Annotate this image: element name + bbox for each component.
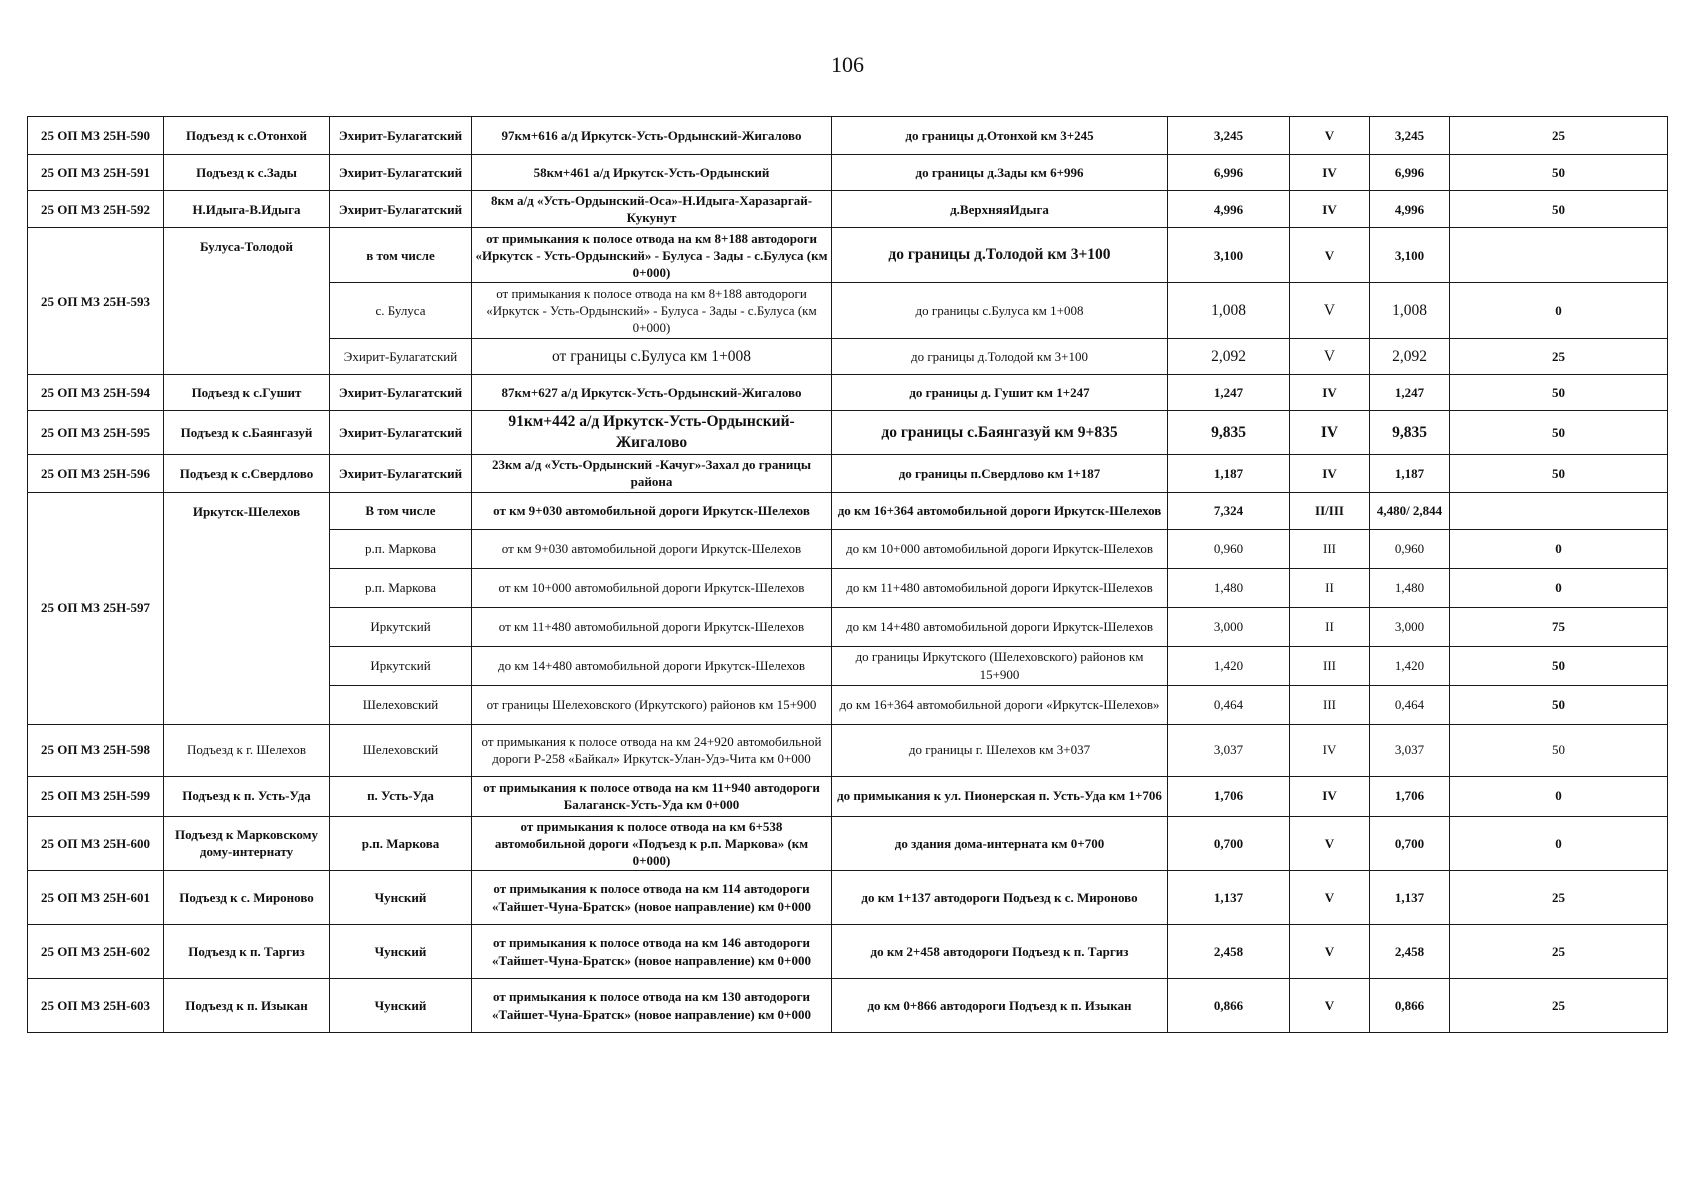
from-cell: 58км+461 а/д Иркутск-Усть-Ордынский — [472, 155, 832, 191]
road-code-cell: 25 ОП МЗ 25Н-597 — [28, 492, 164, 724]
from-cell: 87км+627 а/д Иркутск-Усть-Ордынский-Жигалово — [472, 375, 832, 411]
road-code-cell: 25 ОП МЗ 25Н-594 — [28, 375, 164, 411]
value-cell: 50 — [1450, 685, 1668, 724]
category-cell: V — [1290, 925, 1370, 979]
category-cell: II/III — [1290, 492, 1370, 529]
road-name-cell: Подъезд к п. Усть-Уда — [164, 776, 330, 816]
category-cell: IV — [1290, 191, 1370, 228]
road-name-cell: Подъезд к с.Отонхой — [164, 117, 330, 155]
to-cell: до здания дома-интерната км 0+700 — [832, 816, 1168, 870]
from-cell: от примыкания к полосе отвода на км 130 автодороги «Тайшет-Чуна-Братск» (новое направление) км 0+000 — [472, 979, 832, 1033]
value-cell: 50 — [1450, 411, 1668, 455]
table-row — [28, 155, 1668, 191]
to-cell: до границы д. Гушит км 1+247 — [832, 375, 1168, 411]
road-name-cell: Подъезд к Марковскому дому-интернату — [164, 816, 330, 870]
table-row — [28, 492, 1668, 529]
length-total-cell: 3,037 — [1370, 724, 1450, 776]
road-name-cell: Подъезд к с.Гушит — [164, 375, 330, 411]
length-total-cell: 3,245 — [1370, 117, 1450, 155]
category-cell: V — [1290, 979, 1370, 1033]
from-cell: от км 9+030 автомобильной дороги Иркутск-Шелехов — [472, 492, 832, 529]
category-cell: III — [1290, 646, 1370, 685]
length-cell: 1,187 — [1168, 455, 1290, 492]
category-cell: IV — [1290, 724, 1370, 776]
table-row — [28, 191, 1668, 228]
length-cell: 0,960 — [1168, 529, 1290, 568]
district-cell: п. Усть-Уда — [330, 776, 472, 816]
from-cell: 97км+616 а/д Иркутск-Усть-Ордынский-Жигалово — [472, 117, 832, 155]
length-total-cell: 3,000 — [1370, 607, 1450, 646]
length-total-cell: 4,480/ 2,844 — [1370, 492, 1450, 529]
value-cell: 50 — [1450, 646, 1668, 685]
road-code-cell: 25 ОП МЗ 25Н-603 — [28, 979, 164, 1033]
from-cell: 91км+442 а/д Иркутск-Усть-Ордынский-Жигалово — [472, 411, 832, 455]
length-total-cell: 3,100 — [1370, 228, 1450, 283]
table-row — [28, 776, 1668, 816]
value-cell: 75 — [1450, 607, 1668, 646]
value-cell — [1450, 492, 1668, 529]
from-cell: от границы Шелеховского (Иркутского) районов км 15+900 — [472, 685, 832, 724]
length-total-cell: 0,464 — [1370, 685, 1450, 724]
value-cell: 25 — [1450, 339, 1668, 375]
district-cell: Эхирит-Булагатский — [330, 455, 472, 492]
length-cell: 1,008 — [1168, 283, 1290, 339]
category-cell: IV — [1290, 776, 1370, 816]
length-cell: 3,245 — [1168, 117, 1290, 155]
table-row — [28, 871, 1668, 925]
from-cell: 8км а/д «Усть-Ордынский-Оса»-Н.Идыга-Харазаргай-Кукунут — [472, 191, 832, 228]
district-cell: Чунский — [330, 871, 472, 925]
category-cell: IV — [1290, 155, 1370, 191]
road-code-cell: 25 ОП МЗ 25Н-601 — [28, 871, 164, 925]
length-total-cell: 1,187 — [1370, 455, 1450, 492]
district-cell: Шелеховский — [330, 724, 472, 776]
road-name-cell: Н.Идыга-В.Идыга — [164, 191, 330, 228]
from-cell: от км 9+030 автомобильной дороги Иркутск-Шелехов — [472, 529, 832, 568]
category-cell: V — [1290, 816, 1370, 870]
length-total-cell: 1,008 — [1370, 283, 1450, 339]
table-row — [28, 375, 1668, 411]
length-cell: 4,996 — [1168, 191, 1290, 228]
district-cell: р.п. Маркова — [330, 529, 472, 568]
district-cell: в том числе — [330, 228, 472, 283]
length-total-cell: 0,700 — [1370, 816, 1450, 870]
to-cell: до км 14+480 автомобильной дороги Иркутск-Шелехов — [832, 607, 1168, 646]
from-cell: от примыкания к полосе отвода на км 8+188 автодороги «Иркутск - Усть-Ордынский» - Булуса - Зады - с.Булуса (км 0+000) — [472, 283, 832, 339]
category-cell: III — [1290, 529, 1370, 568]
value-cell: 50 — [1450, 455, 1668, 492]
district-cell: Эхирит-Булагатский — [330, 375, 472, 411]
district-cell: Эхирит-Булагатский — [330, 155, 472, 191]
value-cell — [1450, 228, 1668, 283]
length-cell: 7,324 — [1168, 492, 1290, 529]
to-cell: до границы д.Отонхой км 3+245 — [832, 117, 1168, 155]
category-cell: V — [1290, 871, 1370, 925]
length-total-cell: 0,866 — [1370, 979, 1450, 1033]
category-cell: V — [1290, 117, 1370, 155]
road-code-cell: 25 ОП МЗ 25Н-593 — [28, 228, 164, 375]
length-cell: 3,037 — [1168, 724, 1290, 776]
road-name-cell: Булуса-Толодой — [164, 228, 330, 375]
to-cell: до границы п.Свердлово км 1+187 — [832, 455, 1168, 492]
length-cell: 6,996 — [1168, 155, 1290, 191]
table-row — [28, 724, 1668, 776]
length-total-cell: 0,960 — [1370, 529, 1450, 568]
length-total-cell: 1,247 — [1370, 375, 1450, 411]
road-name-cell: Подъезд к с. Мироново — [164, 871, 330, 925]
value-cell: 0 — [1450, 776, 1668, 816]
length-total-cell: 9,835 — [1370, 411, 1450, 455]
from-cell: от границы с.Булуса км 1+008 — [472, 339, 832, 375]
to-cell: до км 16+364 автомобильной дороги «Иркутск-Шелехов» — [832, 685, 1168, 724]
from-cell: от примыкания к полосе отвода на км 114 автодороги «Тайшет-Чуна-Братск» (новое направление) км 0+000 — [472, 871, 832, 925]
length-total-cell: 2,458 — [1370, 925, 1450, 979]
district-cell: Эхирит-Булагатский — [330, 191, 472, 228]
to-cell: до границы д.Зады км 6+996 — [832, 155, 1168, 191]
to-cell: до км 2+458 автодороги Подъезд к п. Таргиз — [832, 925, 1168, 979]
length-cell: 3,000 — [1168, 607, 1290, 646]
to-cell: до км 10+000 автомобильной дороги Иркутск-Шелехов — [832, 529, 1168, 568]
length-total-cell: 4,996 — [1370, 191, 1450, 228]
road-name-cell: Иркутск-Шелехов — [164, 492, 330, 724]
to-cell: до км 0+866 автодороги Подъезд к п. Изыкан — [832, 979, 1168, 1033]
category-cell: V — [1290, 228, 1370, 283]
to-cell: до границы Иркутского (Шелеховского) районов км 15+900 — [832, 646, 1168, 685]
table-row — [28, 228, 1668, 283]
district-cell: р.п. Маркова — [330, 568, 472, 607]
from-cell: от примыкания к полосе отвода на км 24+920 автомобильной дороги Р-258 «Байкал» Иркутск-Улан-Удэ-Чита км 0+000 — [472, 724, 832, 776]
page-number: 106 — [831, 52, 864, 77]
road-code-cell: 25 ОП МЗ 25Н-599 — [28, 776, 164, 816]
from-cell: от примыкания к полосе отвода на км 6+538 автомобильной дороги «Подъезд к р.п. Маркова» (км 0+000) — [472, 816, 832, 870]
road-code-cell: 25 ОП МЗ 25Н-600 — [28, 816, 164, 870]
road-name-cell: Подъезд к п. Таргиз — [164, 925, 330, 979]
length-cell: 9,835 — [1168, 411, 1290, 455]
table-row — [28, 816, 1668, 870]
length-cell: 1,706 — [1168, 776, 1290, 816]
road-name-cell: Подъезд к с.Зады — [164, 155, 330, 191]
length-cell: 0,700 — [1168, 816, 1290, 870]
category-cell: III — [1290, 685, 1370, 724]
table-row — [28, 411, 1668, 455]
category-cell: II — [1290, 607, 1370, 646]
district-cell: Шелеховский — [330, 685, 472, 724]
value-cell: 0 — [1450, 283, 1668, 339]
road-code-cell: 25 ОП МЗ 25Н-596 — [28, 455, 164, 492]
road-name-cell: Подъезд к г. Шелехов — [164, 724, 330, 776]
from-cell: от км 11+480 автомобильной дороги Иркутск-Шелехов — [472, 607, 832, 646]
to-cell: до границы с.Булуса км 1+008 — [832, 283, 1168, 339]
road-name-cell: Подъезд к с.Баянгазуй — [164, 411, 330, 455]
value-cell: 25 — [1450, 925, 1668, 979]
length-cell: 0,464 — [1168, 685, 1290, 724]
from-cell: от примыкания к полосе отвода на км 146 автодороги «Тайшет-Чуна-Братск» (новое направление) км 0+000 — [472, 925, 832, 979]
value-cell: 50 — [1450, 724, 1668, 776]
value-cell: 50 — [1450, 155, 1668, 191]
category-cell: IV — [1290, 375, 1370, 411]
length-cell: 1,420 — [1168, 646, 1290, 685]
district-cell: Чунский — [330, 925, 472, 979]
value-cell: 50 — [1450, 375, 1668, 411]
category-cell: V — [1290, 283, 1370, 339]
district-cell: Эхирит-Булагатский — [330, 411, 472, 455]
length-cell: 3,100 — [1168, 228, 1290, 283]
to-cell: до границы с.Баянгазуй км 9+835 — [832, 411, 1168, 455]
district-cell: Эхирит-Булагатский — [330, 339, 472, 375]
length-total-cell: 6,996 — [1370, 155, 1450, 191]
road-code-cell: 25 ОП МЗ 25Н-598 — [28, 724, 164, 776]
table-row — [28, 925, 1668, 979]
road-code-cell: 25 ОП МЗ 25Н-591 — [28, 155, 164, 191]
district-cell: Иркутский — [330, 607, 472, 646]
length-cell: 1,137 — [1168, 871, 1290, 925]
from-cell: от км 10+000 автомобильной дороги Иркутск-Шелехов — [472, 568, 832, 607]
value-cell: 25 — [1450, 871, 1668, 925]
road-registry-table — [27, 116, 1668, 1033]
length-total-cell: 1,420 — [1370, 646, 1450, 685]
value-cell: 50 — [1450, 191, 1668, 228]
table-row — [28, 117, 1668, 155]
table-row — [28, 979, 1668, 1033]
to-cell: до границы д.Толодой км 3+100 — [832, 228, 1168, 283]
to-cell: д.ВерхняяИдыга — [832, 191, 1168, 228]
length-total-cell: 2,092 — [1370, 339, 1450, 375]
road-code-cell: 25 ОП МЗ 25Н-592 — [28, 191, 164, 228]
district-cell: Иркутский — [330, 646, 472, 685]
from-cell: до км 14+480 автомобильной дороги Иркутск-Шелехов — [472, 646, 832, 685]
road-code-cell: 25 ОП МЗ 25Н-595 — [28, 411, 164, 455]
to-cell: до границы г. Шелехов км 3+037 — [832, 724, 1168, 776]
length-cell: 0,866 — [1168, 979, 1290, 1033]
district-cell: Эхирит-Булагатский — [330, 117, 472, 155]
length-cell: 2,092 — [1168, 339, 1290, 375]
district-cell: Чунский — [330, 979, 472, 1033]
category-cell: V — [1290, 339, 1370, 375]
district-cell: В том числе — [330, 492, 472, 529]
to-cell: до км 1+137 автодороги Подъезд к с. Мироново — [832, 871, 1168, 925]
to-cell: до примыкания к ул. Пионерская п. Усть-Уда км 1+706 — [832, 776, 1168, 816]
category-cell: II — [1290, 568, 1370, 607]
length-cell: 1,480 — [1168, 568, 1290, 607]
to-cell: до км 11+480 автомобильной дороги Иркутск-Шелехов — [832, 568, 1168, 607]
length-total-cell: 1,706 — [1370, 776, 1450, 816]
length-total-cell: 1,137 — [1370, 871, 1450, 925]
length-total-cell: 1,480 — [1370, 568, 1450, 607]
length-cell: 2,458 — [1168, 925, 1290, 979]
to-cell: до границы д.Толодой км 3+100 — [832, 339, 1168, 375]
value-cell: 25 — [1450, 117, 1668, 155]
length-cell: 1,247 — [1168, 375, 1290, 411]
district-cell: р.п. Маркова — [330, 816, 472, 870]
from-cell: от примыкания к полосе отвода на км 11+940 автодороги Балаганск-Усть-Уда км 0+000 — [472, 776, 832, 816]
from-cell: от примыкания к полосе отвода на км 8+188 автодороги «Иркутск - Усть-Ордынский» - Булуса - Зады - с.Булуса (км 0+000) — [472, 228, 832, 283]
road-name-cell: Подъезд к с.Свердлово — [164, 455, 330, 492]
value-cell: 0 — [1450, 816, 1668, 870]
value-cell: 0 — [1450, 568, 1668, 607]
category-cell: IV — [1290, 411, 1370, 455]
district-cell: с. Булуса — [330, 283, 472, 339]
road-name-cell: Подъезд к п. Изыкан — [164, 979, 330, 1033]
road-code-cell: 25 ОП МЗ 25Н-602 — [28, 925, 164, 979]
value-cell: 25 — [1450, 979, 1668, 1033]
value-cell: 0 — [1450, 529, 1668, 568]
to-cell: до км 16+364 автомобильной дороги Иркутск-Шелехов — [832, 492, 1168, 529]
table-row — [28, 455, 1668, 492]
category-cell: IV — [1290, 455, 1370, 492]
from-cell: 23км а/д «Усть-Ордынский -Качуг»-Захал до границы района — [472, 455, 832, 492]
road-code-cell: 25 ОП МЗ 25Н-590 — [28, 117, 164, 155]
